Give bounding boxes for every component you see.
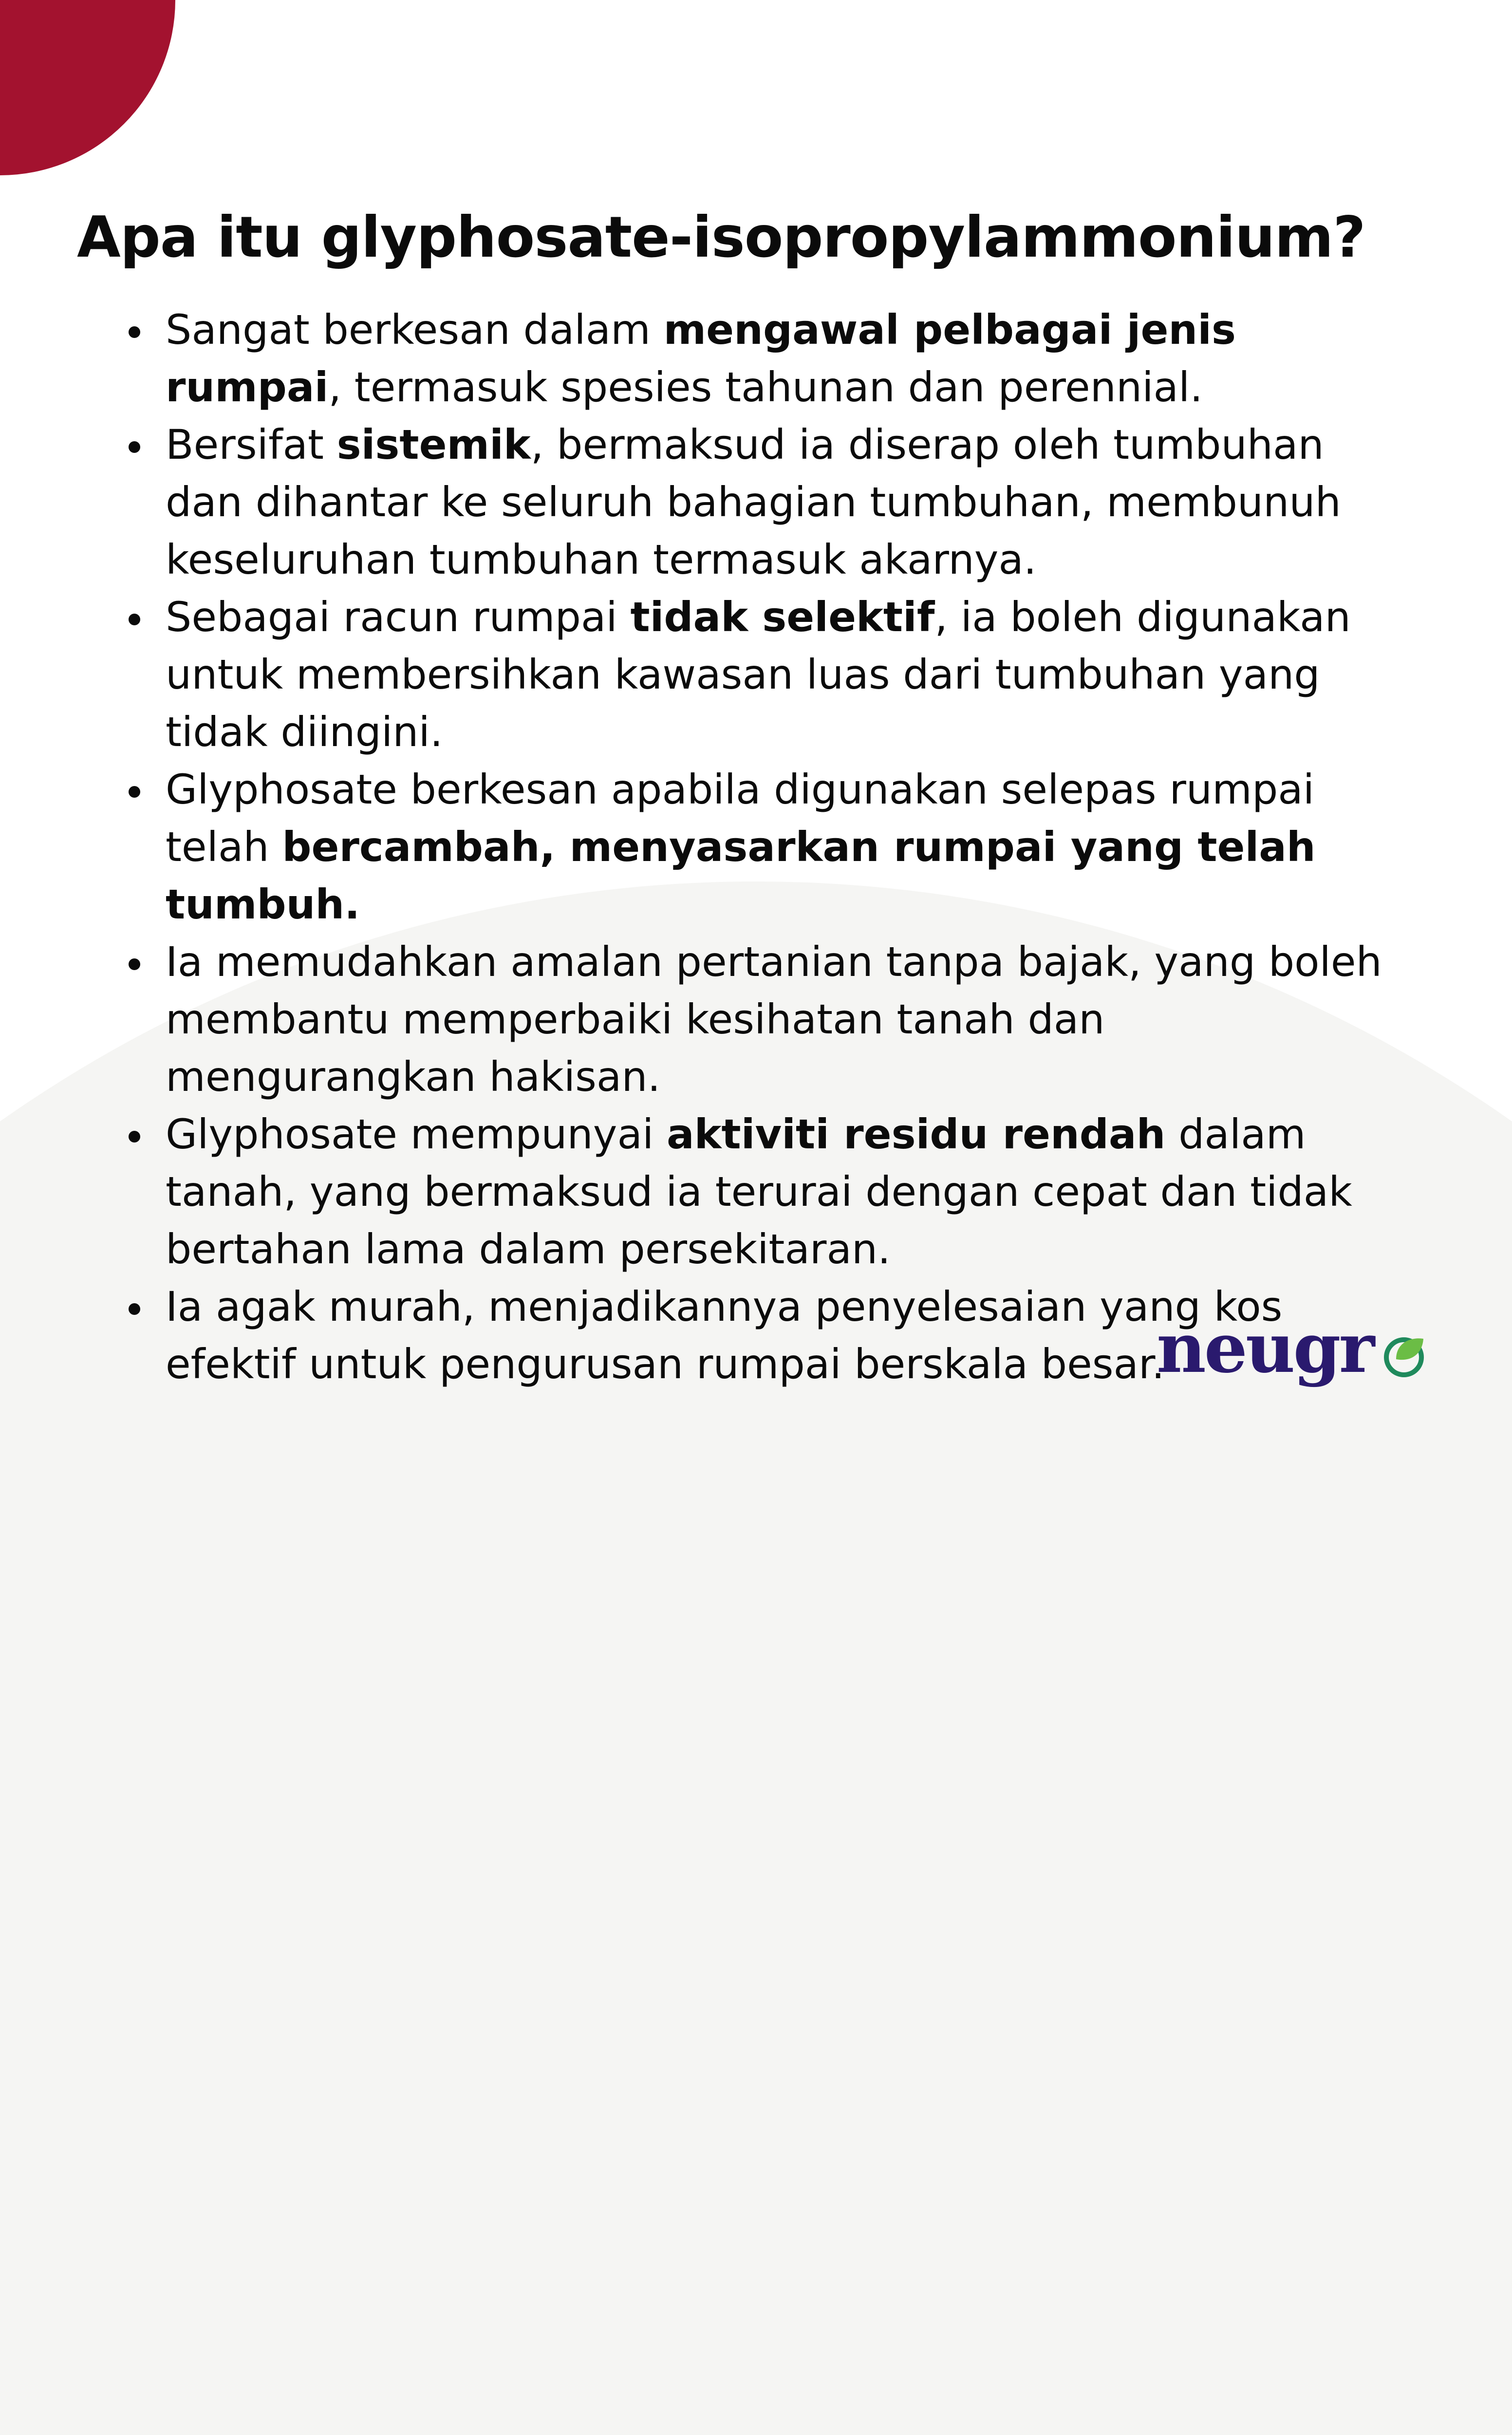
leaf-o-icon — [1386, 1338, 1423, 1375]
list-item: Bersifat sistemik, bermaksud ia diserap oleh tumbuhan dan dihantar ke seluruh bahagian tumbuhan, membunuh keseluruhan tumbuhan termasuk akarnya. — [166, 416, 1412, 588]
list-item: Sangat berkesan dalam mengawal pelbagai jenis rumpai, termasuk spesies tahunan dan perennial. — [166, 301, 1412, 416]
list-item: Ia memudahkan amalan pertanian tanpa bajak, yang boleh membantu memperbaiki kesihatan tanah dan mengurangkan hakisan. — [166, 933, 1412, 1105]
bullet-list — [166, 301, 1412, 1393]
list-item: Ia agak murah, menjadikannya penyelesaian yang kos efektif untuk pengurusan rumpai berskala besar. — [166, 1278, 1412, 1393]
neugro-logo — [1157, 1317, 1434, 1395]
logo-wordmark: neugr — [1157, 1317, 1373, 1388]
list-item: Glyphosate berkesan apabila digunakan selepas rumpai telah bercambah, menyasarkan rumpai yang telah tumbuh. — [166, 761, 1412, 933]
page-title: Apa itu glyphosate-isopropylammonium? — [77, 205, 1365, 270]
corner-decoration — [0, 0, 175, 175]
list-item: Sebagai racun rumpai tidak selektif, ia boleh digunakan untuk membersihkan kawasan luas dari tumbuhan yang tidak diingini. — [166, 588, 1412, 761]
list-item: Glyphosate mempunyai aktiviti residu rendah dalam tanah, yang bermaksud ia terurai dengan cepat dan tidak bertahan lama dalam persekitaran. — [166, 1105, 1412, 1278]
